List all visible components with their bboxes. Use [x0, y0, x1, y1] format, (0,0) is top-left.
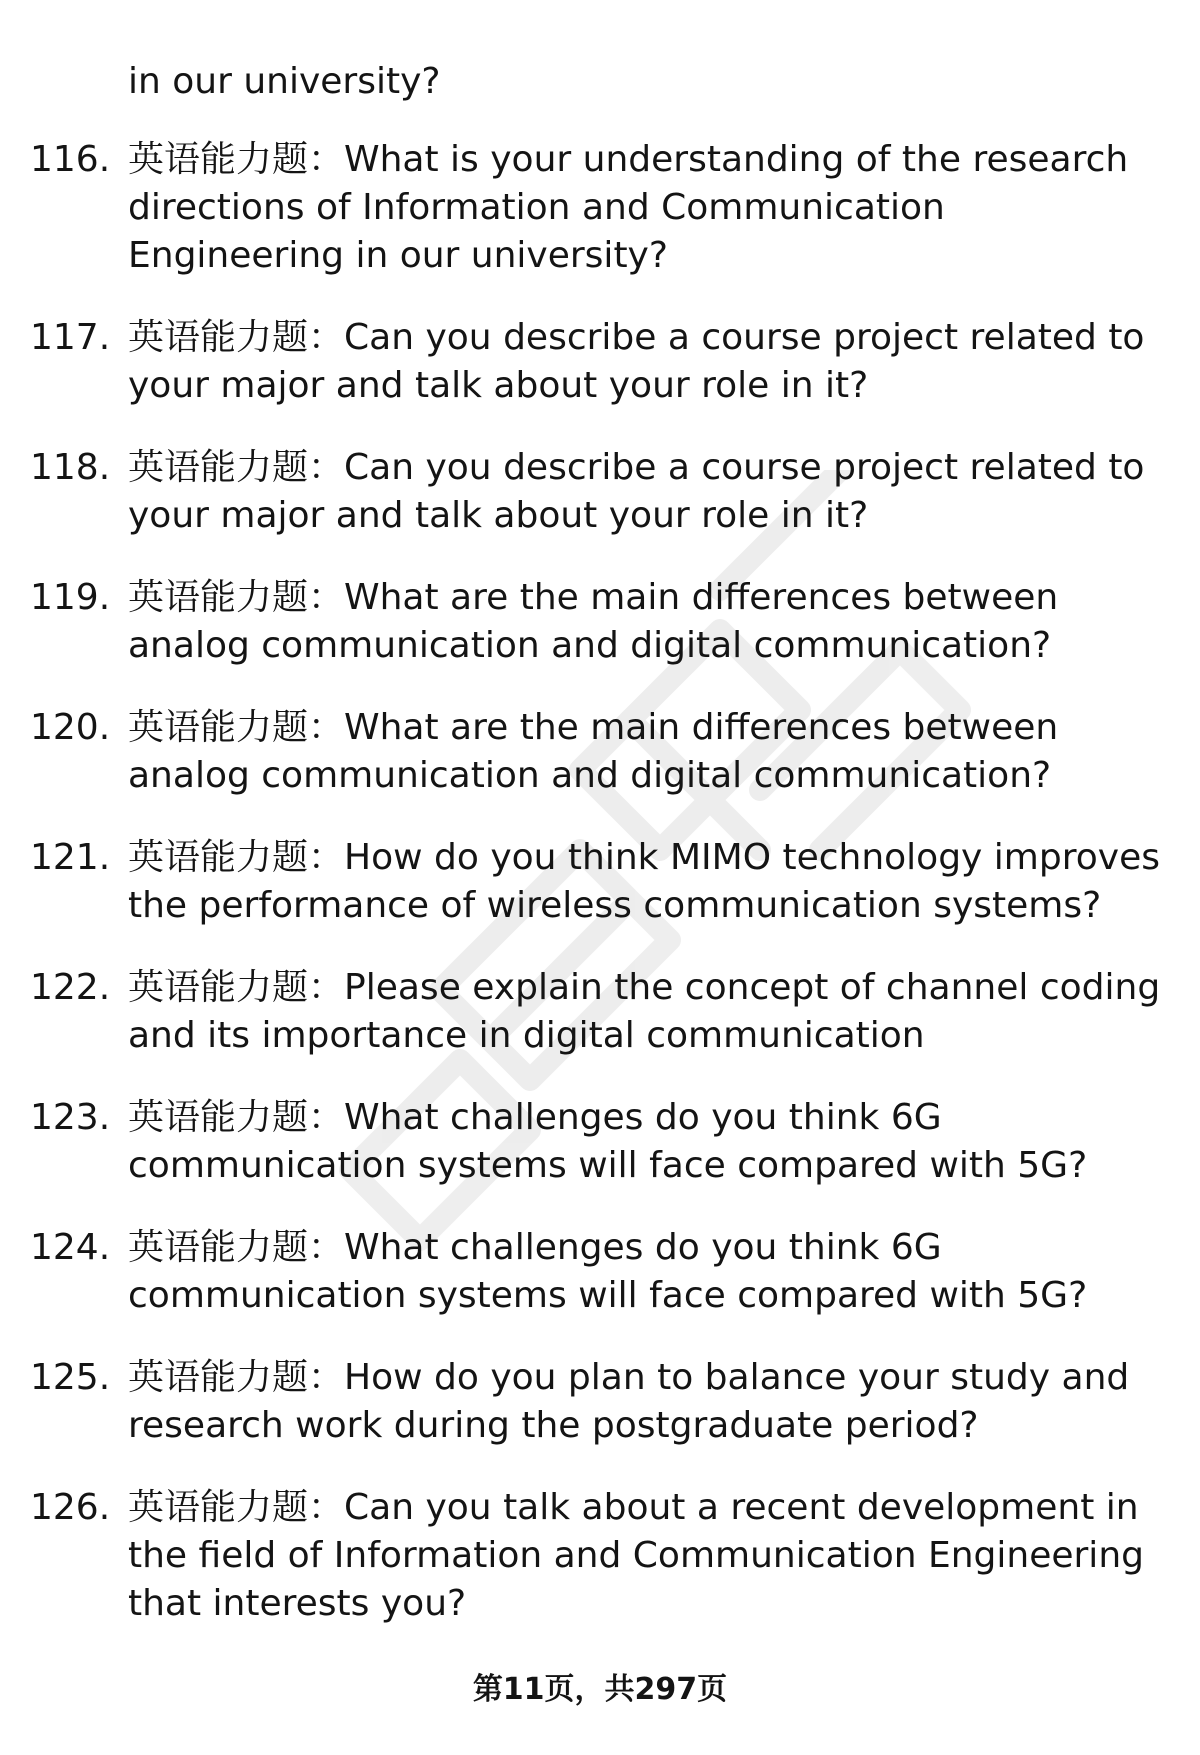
list-item	[0, 704, 1200, 800]
page-footer: 第11页，共297页	[472, 1672, 728, 1707]
question-number: 119.	[30, 577, 111, 618]
question-category: 英语能力题：	[128, 1227, 345, 1268]
question-number: 121.	[30, 837, 111, 878]
list-item	[0, 574, 1200, 670]
question-text: Can you talk about a recent development in the field of Information and Communication Engineering that interests you?	[128, 1487, 1144, 1624]
question-number: 118.	[30, 447, 111, 488]
question-number: 123.	[30, 1097, 111, 1138]
list-item	[0, 1094, 1200, 1190]
question-text: What are the main differences between analog communication and digital communication?	[128, 707, 1059, 796]
question-category: 英语能力题：	[128, 967, 345, 1008]
question-category: 英语能力题：	[128, 707, 345, 748]
question-category: 英语能力题：	[128, 837, 345, 878]
question-number: 116.	[30, 139, 111, 180]
question-number: 117.	[30, 317, 111, 358]
list-item	[0, 1224, 1200, 1320]
question-number: 124.	[30, 1227, 111, 1268]
question-text: How do you plan to balance your study and research work during the postgraduate period?	[128, 1357, 1130, 1446]
question-number: 125.	[30, 1357, 111, 1398]
question-text: How do you think MIMO technology improves the performance of wireless communication systems?	[128, 837, 1160, 926]
question-category: 英语能力题：	[128, 139, 345, 180]
list-item	[0, 444, 1200, 540]
question-category: 英语能力题：	[128, 577, 345, 618]
question-category: 英语能力题：	[128, 1357, 345, 1398]
question-text: What challenges do you think 6G communication systems will face compared with 5G?	[128, 1227, 1088, 1316]
list-item	[0, 834, 1200, 930]
question-text: Please explain the concept of channel coding and its importance in digital communication	[128, 967, 1161, 1056]
question-text: What are the main differences between analog communication and digital communication?	[128, 577, 1059, 666]
list-item	[0, 964, 1200, 1060]
question-number: 122.	[30, 967, 111, 1008]
question-number: 120.	[30, 707, 111, 748]
continued-question-text: in our university?	[128, 61, 441, 102]
question-text: What challenges do you think 6G communication systems will face compared with 5G?	[128, 1097, 1088, 1186]
question-category: 英语能力题：	[128, 447, 345, 488]
list-item	[0, 136, 1200, 280]
question-text: Can you describe a course project related to your major and talk about your role in it?	[128, 317, 1145, 406]
question-category: 英语能力题：	[128, 1487, 345, 1528]
question-text: Can you describe a course project related to your major and talk about your role in it?	[128, 447, 1145, 536]
question-category: 英语能力题：	[128, 317, 345, 358]
question-text: What is your understanding of the research directions of Information and Communication Engineering in our university?	[128, 139, 1129, 276]
list-item	[0, 1354, 1200, 1450]
question-category: 英语能力题：	[128, 1097, 345, 1138]
question-number: 126.	[30, 1487, 111, 1528]
list-item	[0, 314, 1200, 410]
question-list	[0, 136, 1200, 1662]
list-item	[0, 1484, 1200, 1628]
